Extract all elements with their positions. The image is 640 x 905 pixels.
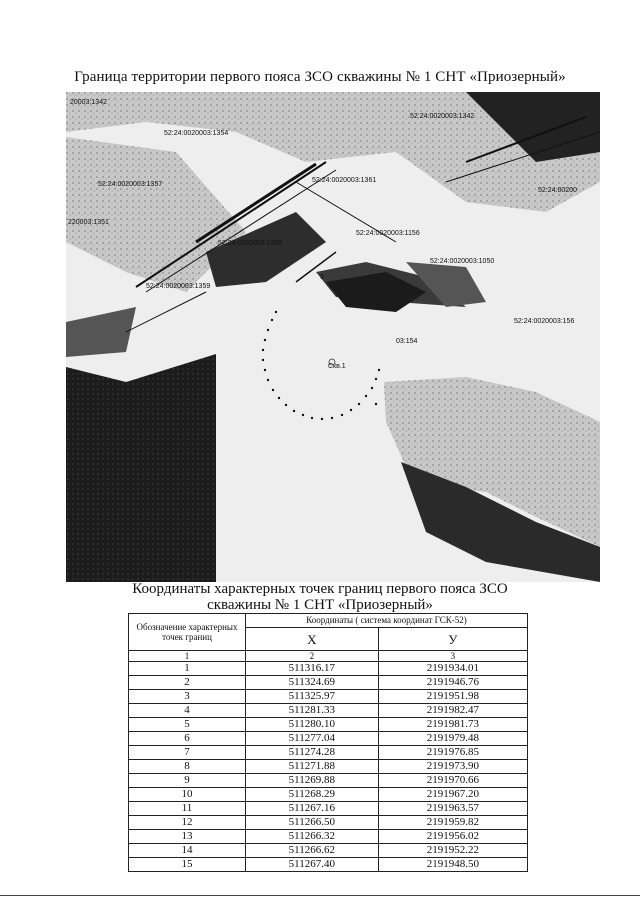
y-coordinate: 2191952.22 — [378, 844, 527, 858]
table-row — [129, 690, 528, 704]
column-index-row — [129, 651, 528, 662]
table-row — [129, 746, 528, 760]
x-coordinate: 511277.04 — [246, 732, 379, 746]
table-row — [129, 760, 528, 774]
map-label: 52:24:0020003:1357 — [98, 181, 163, 188]
point-number: 11 — [129, 802, 246, 816]
map-label: 52:24:0020003:1359 — [146, 283, 211, 290]
x-coordinate: 511271.88 — [246, 760, 379, 774]
y-coordinate: 2191982.47 — [378, 704, 527, 718]
y-coordinate: 2191951.98 — [378, 690, 527, 704]
y-coordinate: 2191981.73 — [378, 718, 527, 732]
y-coordinate: 2191934.01 — [378, 662, 527, 676]
y-coordinate: 2191948.50 — [378, 858, 527, 872]
map-label: 52:24:0020003:1354 — [164, 130, 229, 137]
column-index: 3 — [378, 651, 527, 662]
table-row — [129, 816, 528, 830]
x-coordinate: 511266.32 — [246, 830, 379, 844]
map-label: 220003:1351 — [68, 219, 109, 226]
y-coordinate: 2191976.85 — [378, 746, 527, 760]
y-coordinate: 2191946.76 — [378, 676, 527, 690]
map-label: 20003:1342 — [70, 99, 107, 106]
table-row — [129, 704, 528, 718]
table-caption-line1: Координаты характерных точек границ первого пояса ЗСО — [132, 581, 508, 597]
x-coordinate: 511266.62 — [246, 844, 379, 858]
dark-area-left — [66, 354, 216, 582]
table-body — [129, 651, 528, 872]
x-coordinate: 511281.33 — [246, 704, 379, 718]
point-number: 8 — [129, 760, 246, 774]
table-row — [129, 774, 528, 788]
table-row — [129, 788, 528, 802]
table-row — [129, 718, 528, 732]
point-number: 13 — [129, 830, 246, 844]
point-number: 9 — [129, 774, 246, 788]
point-number: 6 — [129, 732, 246, 746]
y-coordinate: 2191967.20 — [378, 788, 527, 802]
header-y: У — [378, 628, 527, 651]
point-number: 4 — [129, 704, 246, 718]
table-row — [129, 844, 528, 858]
x-coordinate: 511274.28 — [246, 746, 379, 760]
x-coordinate: 511267.16 — [246, 802, 379, 816]
header-x: X — [246, 628, 379, 651]
y-coordinate: 2191973.90 — [378, 760, 527, 774]
x-coordinate: 511316.17 — [246, 662, 379, 676]
map-label: 52:24:0020003:1358 — [218, 240, 283, 247]
point-number: 10 — [129, 788, 246, 802]
document-title: Граница территории первого пояса ЗСО скважины № 1 СНТ «Приозерный» — [74, 69, 566, 85]
point-number: 7 — [129, 746, 246, 760]
y-coordinate: 2191956.02 — [378, 830, 527, 844]
table-row — [129, 662, 528, 676]
page-bottom-rule — [0, 895, 640, 896]
map-point-label: 9 — [320, 274, 324, 281]
x-coordinate: 511268.29 — [246, 788, 379, 802]
map-label: 03:154 — [396, 338, 418, 345]
coordinates-table — [128, 613, 528, 872]
table-row — [129, 676, 528, 690]
x-coordinate: 511269.88 — [246, 774, 379, 788]
table-row — [129, 802, 528, 816]
point-number: 12 — [129, 816, 246, 830]
point-number: 14 — [129, 844, 246, 858]
table-caption-line2: скважины № 1 СНТ «Приозерный» — [207, 597, 433, 613]
y-coordinate: 2191963.57 — [378, 802, 527, 816]
point-number: 15 — [129, 858, 246, 872]
map-label: 52:24:00200 — [538, 187, 577, 194]
column-index: 1 — [129, 651, 246, 662]
table-row — [129, 732, 528, 746]
y-coordinate: 2191979.48 — [378, 732, 527, 746]
table-header-row — [129, 614, 528, 628]
column-index: 2 — [246, 651, 379, 662]
cadastral-map — [66, 92, 600, 582]
table-row — [129, 858, 528, 872]
x-coordinate: 511324.69 — [246, 676, 379, 690]
point-number: 1 — [129, 662, 246, 676]
x-coordinate: 511280.10 — [246, 718, 379, 732]
x-coordinate: 511266.50 — [246, 816, 379, 830]
map-label: 52:24:0020003:1361 — [312, 177, 377, 184]
y-coordinate: 2191970.66 — [378, 774, 527, 788]
x-coordinate: 511267.40 — [246, 858, 379, 872]
x-coordinate: 511325.97 — [246, 690, 379, 704]
map-image — [66, 92, 600, 582]
point-number: 3 — [129, 690, 246, 704]
header-coords: Координаты ( система координат ГСК-52) — [246, 614, 528, 628]
header-point: Обозначение характерных точек границ — [129, 614, 246, 651]
map-label: 52:24:0020003:1156 — [356, 230, 420, 237]
y-coordinate: 2191959.82 — [378, 816, 527, 830]
map-label: 52:24:0020003:156 — [514, 318, 575, 325]
well-label: Скв.1 — [328, 363, 346, 370]
map-label: 52:24:0020003:1050 — [430, 258, 495, 265]
map-label: 52:24:0020003:1342 — [410, 113, 475, 120]
point-number: 5 — [129, 718, 246, 732]
point-number: 2 — [129, 676, 246, 690]
table-row — [129, 830, 528, 844]
